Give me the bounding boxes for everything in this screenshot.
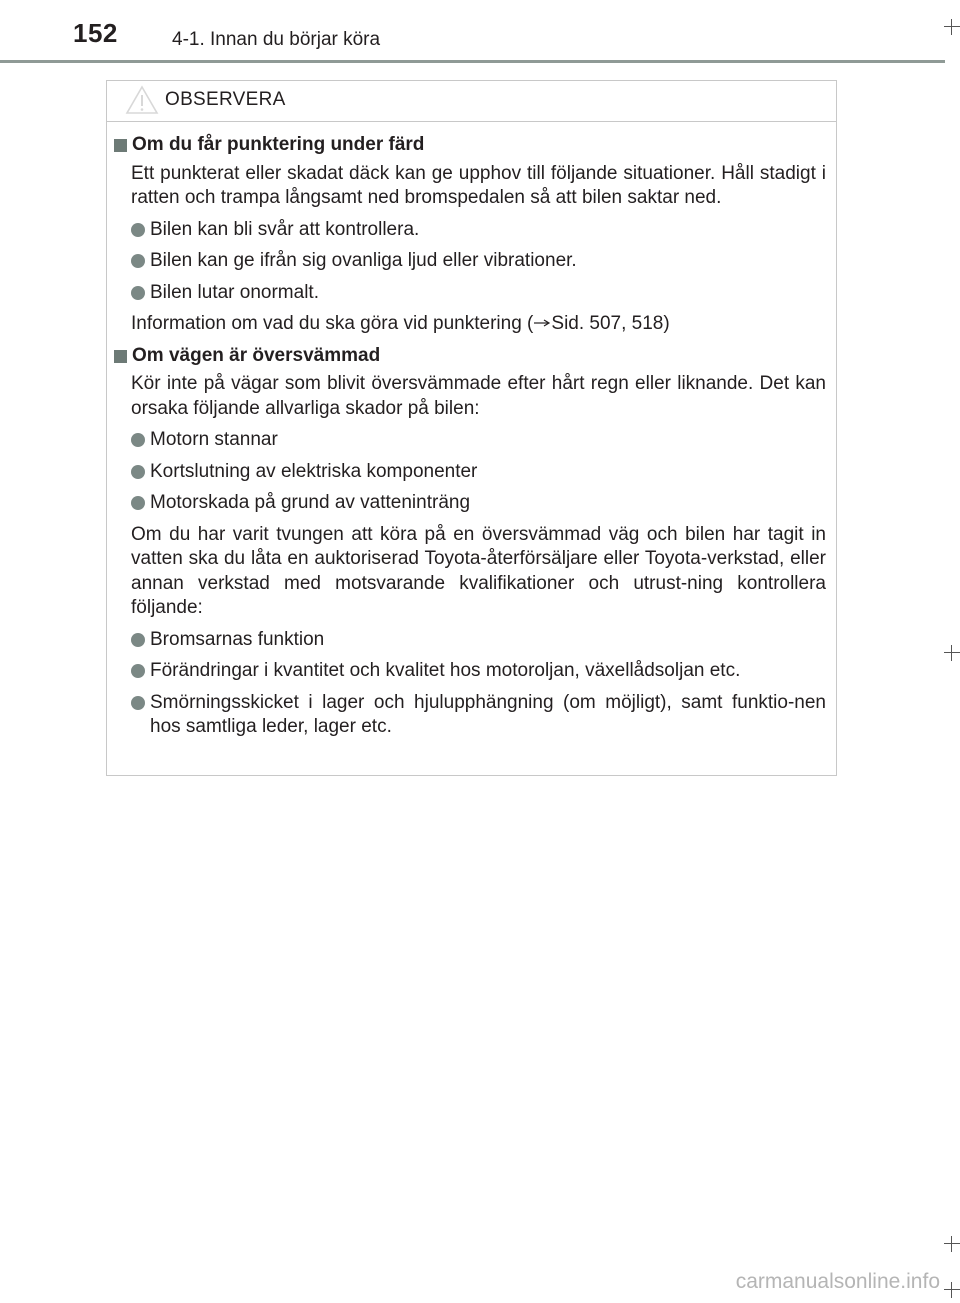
- list-item: [131, 428, 826, 453]
- list-item-text: Förändringar i kvantitet och kvalitet hos motoroljan, växellådsoljan etc.: [150, 660, 741, 681]
- page-reference-link[interactable]: Sid. 507, 518): [551, 313, 670, 334]
- list-item: [131, 460, 826, 485]
- round-bullet-icon: [131, 433, 145, 447]
- puncture-intro: Ett punkterat eller skadat däck kan ge upphov till följande situationer. Håll stadigt i ratten och trampa långsamt ned bromspedalen så att bilen saktar ned.: [131, 162, 826, 208]
- puncture-info: [131, 312, 826, 337]
- caution-body: [107, 133, 838, 747]
- info-text: Information om vad du ska göra vid punktering (: [131, 313, 534, 334]
- crop-mark-icon: [944, 645, 960, 661]
- round-bullet-icon: [131, 223, 145, 237]
- caution-title: OBSERVERA: [165, 89, 286, 110]
- warning-triangle-icon: [125, 85, 159, 115]
- list-item: [131, 218, 826, 243]
- list-item-text: Bilen kan bli svår att kontrollera.: [150, 218, 420, 240]
- caution-box: [106, 80, 837, 776]
- round-bullet-icon: [131, 664, 145, 678]
- square-bullet-icon: [114, 139, 127, 152]
- list-item-text: Bilen kan ge ifrån sig ovanliga ljud eller vibrationer.: [150, 250, 577, 271]
- round-bullet-icon: [131, 465, 145, 479]
- list-item-text: Kortslutning av elektriska komponenter: [150, 460, 478, 482]
- list-item: [131, 628, 826, 653]
- round-bullet-icon: [131, 254, 145, 268]
- list-item: [131, 249, 826, 274]
- flooded-intro: Kör inte på vägar som blivit översvämmade efter hårt regn eller liknande. Det kan orsaka följande allvarliga skador på bilen:: [131, 373, 826, 419]
- round-bullet-icon: [131, 696, 145, 710]
- list-item-text: Bromsarnas funktion: [150, 628, 325, 650]
- arrow-right-icon: [533, 318, 551, 328]
- header-rule: [0, 60, 945, 63]
- round-bullet-icon: [131, 633, 145, 647]
- list-item: [131, 691, 826, 740]
- heading-text: Om vägen är översvämmad: [132, 344, 381, 366]
- heading-text: Om du får punktering under färd: [132, 134, 425, 155]
- crop-mark-icon: [944, 19, 960, 35]
- caution-header: [107, 81, 836, 122]
- list-item-text: Motorskada på grund av vatteninträng: [150, 492, 471, 513]
- list-item-text: Smörningsskicket i lager och hjulupphängning (om möjligt), samt funktio-nen hos samtliga leder, lager etc.: [150, 691, 826, 737]
- list-item-text: Motorn stannar: [150, 429, 278, 450]
- crop-mark-icon: [944, 1236, 960, 1252]
- square-bullet-icon: [114, 350, 127, 363]
- round-bullet-icon: [131, 496, 145, 510]
- list-item: [131, 281, 826, 306]
- list-item: [131, 491, 826, 516]
- list-item: [131, 659, 826, 684]
- page-number: 152: [73, 18, 118, 48]
- section-title: 4-1. Innan du börjar köra: [172, 29, 381, 50]
- list-item-text: Bilen lutar onormalt.: [150, 281, 319, 303]
- crop-mark-icon: [944, 1282, 960, 1298]
- flooded-followup: Om du har varit tvungen att köra på en översvämmad väg och bilen har tagit in vatten ska du låta en auktoriserad Toyota-återförsäljare eller Toyota-verkstad, eller annan verkstad med motsvarande kvalifikationer och utrust-ning kontrollera följande:: [131, 523, 826, 618]
- watermark: carmanualsonline.info: [735, 1270, 940, 1293]
- section-heading-puncture: [107, 133, 838, 158]
- section-heading-flooded: [107, 344, 838, 369]
- round-bullet-icon: [131, 286, 145, 300]
